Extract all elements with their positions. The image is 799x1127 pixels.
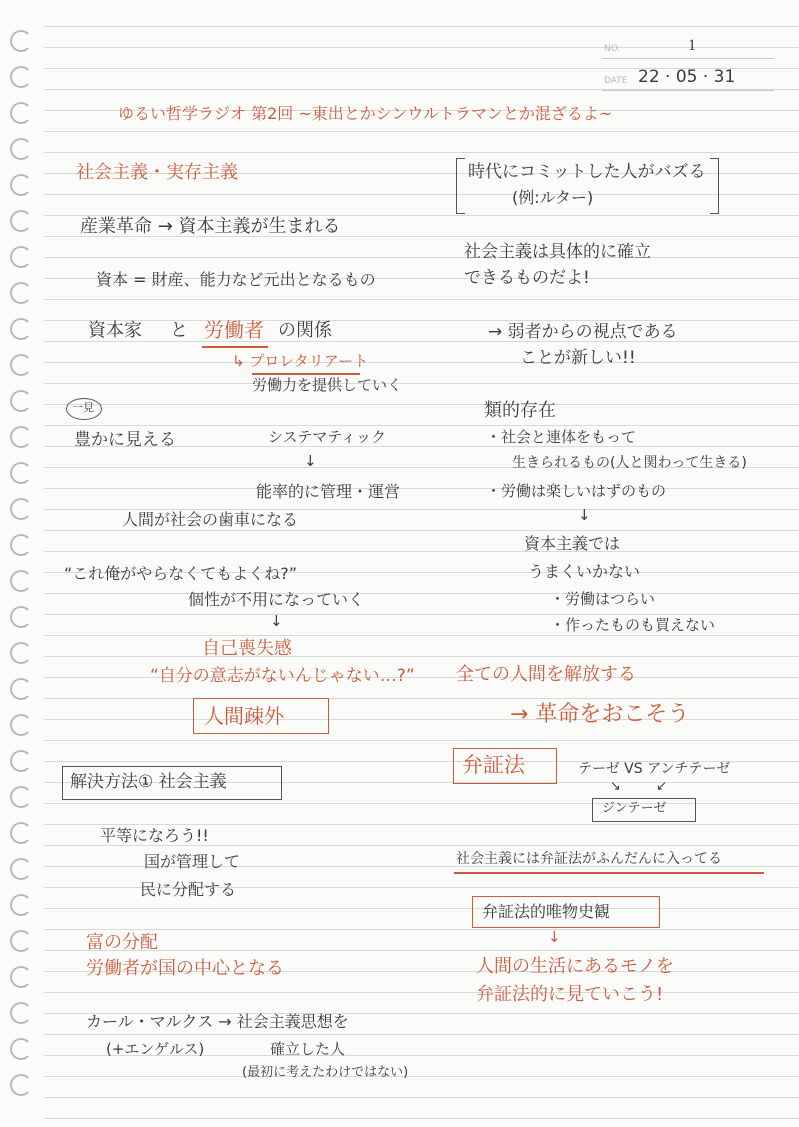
ring-icon bbox=[10, 1002, 32, 1024]
ring-icon bbox=[10, 966, 32, 988]
page-number: 1 bbox=[688, 37, 696, 54]
note-line: 資本主義では bbox=[524, 534, 621, 553]
note-line: 国が管理して bbox=[144, 852, 241, 871]
ring-icon bbox=[10, 606, 32, 628]
underline bbox=[202, 346, 268, 348]
ring-icon bbox=[10, 246, 32, 268]
note-line: 生きられるもの(人と関わって生きる) bbox=[512, 455, 747, 471]
note-line: できるものだよ! bbox=[464, 268, 590, 288]
note-line: ・労働は楽しいはずのもの bbox=[486, 482, 667, 500]
ring-icon bbox=[10, 822, 32, 844]
keyword-dialectic: 弁証法 bbox=[462, 753, 525, 777]
section-title: 社会主義・実存主義 bbox=[76, 162, 238, 183]
note-line: テーゼ VS アンチテーゼ bbox=[578, 761, 731, 777]
keyword-self-loss: 自己喪失感 bbox=[202, 638, 292, 659]
note-line: 人間が社会の歯車になる bbox=[122, 510, 299, 529]
ring-icon bbox=[10, 786, 32, 808]
ring-icon bbox=[10, 1038, 32, 1060]
ring-icon bbox=[10, 282, 32, 304]
note-line: ・労働はつらい bbox=[550, 590, 656, 608]
keyword-revolution: → 革命をおこそう bbox=[510, 702, 690, 727]
note-line: うまくいかない bbox=[528, 562, 641, 581]
note-line: 豊かに見える bbox=[74, 430, 176, 450]
note-line: 資本家 bbox=[88, 320, 142, 341]
date-label: DATE bbox=[604, 76, 628, 86]
ring-icon bbox=[10, 678, 32, 700]
ring-icon bbox=[10, 66, 32, 88]
page-title: ゆるい哲学ラジオ 第2回 ~東出とかシンウルトラマンとか混ざるよ~ bbox=[118, 104, 613, 123]
arrow-down: ↓ bbox=[548, 928, 561, 946]
note-line: の関係 bbox=[278, 320, 332, 341]
quote-line: “これ俺がやらなくてもよくね?” bbox=[64, 564, 298, 583]
ring-icon bbox=[10, 714, 32, 736]
bracket-text: (例:ルター) bbox=[512, 188, 594, 207]
note-line: システマティック bbox=[268, 428, 387, 446]
ring-icon bbox=[10, 462, 32, 484]
ring-icon bbox=[10, 750, 32, 772]
note-line: 社会主義は具体的に確立 bbox=[464, 242, 651, 262]
bracket-right bbox=[710, 158, 719, 214]
note-line: 産業革命 → 資本主義が生まれる bbox=[80, 216, 341, 237]
note-line: ・社会と連体をもって bbox=[486, 428, 637, 446]
note-line: (+エンゲルス) bbox=[106, 1040, 205, 1058]
note-line: 労働者が国の中心となる bbox=[86, 958, 284, 979]
note-line: ことが新しい!! bbox=[520, 348, 636, 368]
ring-icon bbox=[10, 930, 32, 952]
note-line: 資本 = 財産、能力など元出となるもの bbox=[96, 270, 376, 289]
note-line: 平等になろう!! bbox=[100, 826, 209, 845]
ring-icon bbox=[10, 642, 32, 664]
underline bbox=[252, 373, 360, 375]
binder-rings bbox=[0, 0, 44, 1127]
ring-icon bbox=[10, 858, 32, 880]
bracket-left bbox=[456, 158, 465, 214]
ring-icon bbox=[10, 210, 32, 232]
note-line: 弁証法的に見ていこう! bbox=[476, 984, 664, 1005]
ring-icon bbox=[10, 570, 32, 592]
synthesis-label: ジンテーゼ bbox=[602, 801, 667, 816]
note-line: カール・マルクス → 社会主義思想を bbox=[86, 1012, 349, 1031]
keyword-wealth: 富の分配 bbox=[86, 932, 158, 953]
ring-icon bbox=[10, 174, 32, 196]
note-line: 個性が不用になっていく bbox=[188, 590, 365, 609]
keyword-materialism: 弁証法的唯物史観 bbox=[482, 902, 611, 921]
bracket-text: 時代にコミットした人がバズる bbox=[468, 162, 706, 182]
ring-icon bbox=[10, 426, 32, 448]
note-line: 全ての人間を解放する bbox=[456, 664, 636, 685]
note-line: 民に分配する bbox=[140, 880, 237, 899]
keyword-worker: 労働者 bbox=[204, 318, 264, 342]
note-line: 労働力を提供していく bbox=[252, 376, 403, 394]
note-line: 能率的に管理・運営 bbox=[256, 482, 401, 501]
date-value: 22 · 05 · 31 bbox=[638, 67, 736, 87]
note-line: 人間の生活にあるモノを bbox=[476, 956, 674, 977]
note-line: 社会主義には弁証法がふんだんに入ってる bbox=[456, 851, 722, 867]
note-line: ↳ プロレタリアート bbox=[232, 352, 369, 370]
ring-icon bbox=[10, 138, 32, 160]
ring-icon bbox=[10, 894, 32, 916]
no-line bbox=[602, 58, 774, 59]
date-line bbox=[602, 90, 774, 91]
ring-icon bbox=[10, 534, 32, 556]
ring-icon bbox=[10, 102, 32, 124]
note-line: ・作ったものも買えない bbox=[550, 616, 716, 634]
arrow-icon: ↘ bbox=[610, 779, 621, 794]
keyword-alienation: 人間疎外 bbox=[204, 704, 284, 728]
note-line: → 弱者からの視点である bbox=[488, 322, 678, 342]
keyword-species-being: 類的存在 bbox=[484, 400, 556, 421]
arrow-icon: ↙ bbox=[656, 779, 667, 794]
ring-icon bbox=[10, 354, 32, 376]
arrow-down: ↓ bbox=[578, 506, 591, 524]
ring-icon bbox=[10, 30, 32, 52]
ring-icon bbox=[10, 1074, 32, 1096]
ring-icon bbox=[10, 498, 32, 520]
arrow-down: ↓ bbox=[304, 452, 317, 470]
ring-icon bbox=[10, 318, 32, 340]
ring-icon bbox=[10, 390, 32, 412]
underline bbox=[454, 872, 764, 874]
no-label: NO. bbox=[604, 44, 621, 54]
arrow-down: ↓ bbox=[270, 612, 283, 630]
note-line: と bbox=[170, 320, 188, 341]
note-line: (最初に考えたわけではない) bbox=[242, 1065, 409, 1080]
solution-label: 解決方法① 社会主義 bbox=[70, 772, 227, 792]
note-line: 確立した人 bbox=[270, 1040, 346, 1058]
bubble-text: 一見 bbox=[72, 401, 94, 414]
quote-line: “自分の意志がないんじゃない…?” bbox=[150, 666, 415, 686]
